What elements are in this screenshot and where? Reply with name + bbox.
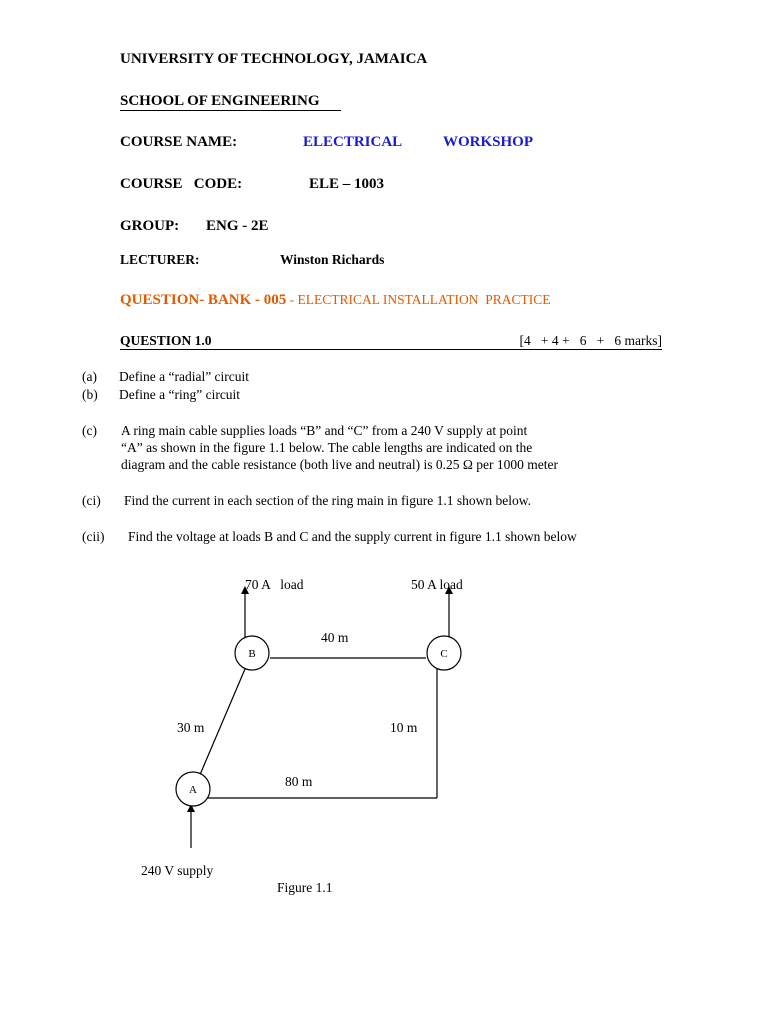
load-c-label: 50 A load [411,577,463,592]
course-name-label: COURSE NAME: [120,134,238,150]
supply-label: 240 V supply [141,863,214,878]
item-ci-label: (ci) [82,493,101,508]
load-b-label: 70 A load [245,577,304,592]
group-value: ENG - 2E [206,218,269,234]
item-a-text: Define a “radial” circuit [119,369,250,384]
course-code-value: ELE – 1003 [309,176,385,192]
question-bank-number: QUESTION- BANK - 005 [120,292,287,308]
question-bank-title [120,292,551,309]
node-a-label: A [189,784,197,796]
question-number: QUESTION 1.0 [120,333,212,348]
wire-a-b [199,669,245,777]
question-marks: [4 + 4 + 6 + 6 marks] [519,333,662,348]
item-c-line-2: “A” as shown in the figure 1.1 below. The cable lengths are indicated on the [121,440,533,455]
course-name-word1: ELECTRICAL [303,134,403,150]
item-b-label: (b) [82,387,98,402]
node-b-label: B [248,648,256,660]
university-title: UNIVERSITY OF TECHNOLOGY, JAMAICA [120,51,428,67]
item-c-line-3: diagram and the cable resistance (both live and neutral) is 0.25 Ω per 1000 meter [121,457,559,472]
item-a-label: (a) [82,369,97,384]
course-code-label: COURSE CODE: [120,176,243,192]
node-c-label: C [440,648,448,660]
lecturer-label: LECTURER: [120,252,200,267]
course-name-word2: WORKSHOP [443,134,534,150]
school-title: SCHOOL OF ENGINEERING [120,93,341,111]
item-b-text: Define a “ring” circuit [119,387,241,402]
item-cii-label: (cii) [82,529,105,544]
length-a-right: 80 m [285,774,313,789]
length-c-down: 10 m [390,720,418,735]
figure-caption: Figure 1.1 [277,880,333,895]
lecturer-name: Winston Richards [280,252,385,267]
question-heading-row [120,333,662,350]
group-label: GROUP: [120,218,180,234]
ring-main-diagram [0,560,768,905]
item-c-label: (c) [82,423,97,438]
item-c-line-1: A ring main cable supplies loads “B” and “C” from a 240 V supply at point [121,423,528,438]
length-b-c: 40 m [321,630,349,645]
question-bank-subject: - ELECTRICAL INSTALLATION PRACTICE [286,292,551,307]
item-cii-text: Find the voltage at loads B and C and the supply current in figure 1.1 shown below [128,529,577,544]
item-ci-text: Find the current in each section of the ring main in figure 1.1 shown below. [124,493,532,508]
length-a-b: 30 m [177,720,205,735]
